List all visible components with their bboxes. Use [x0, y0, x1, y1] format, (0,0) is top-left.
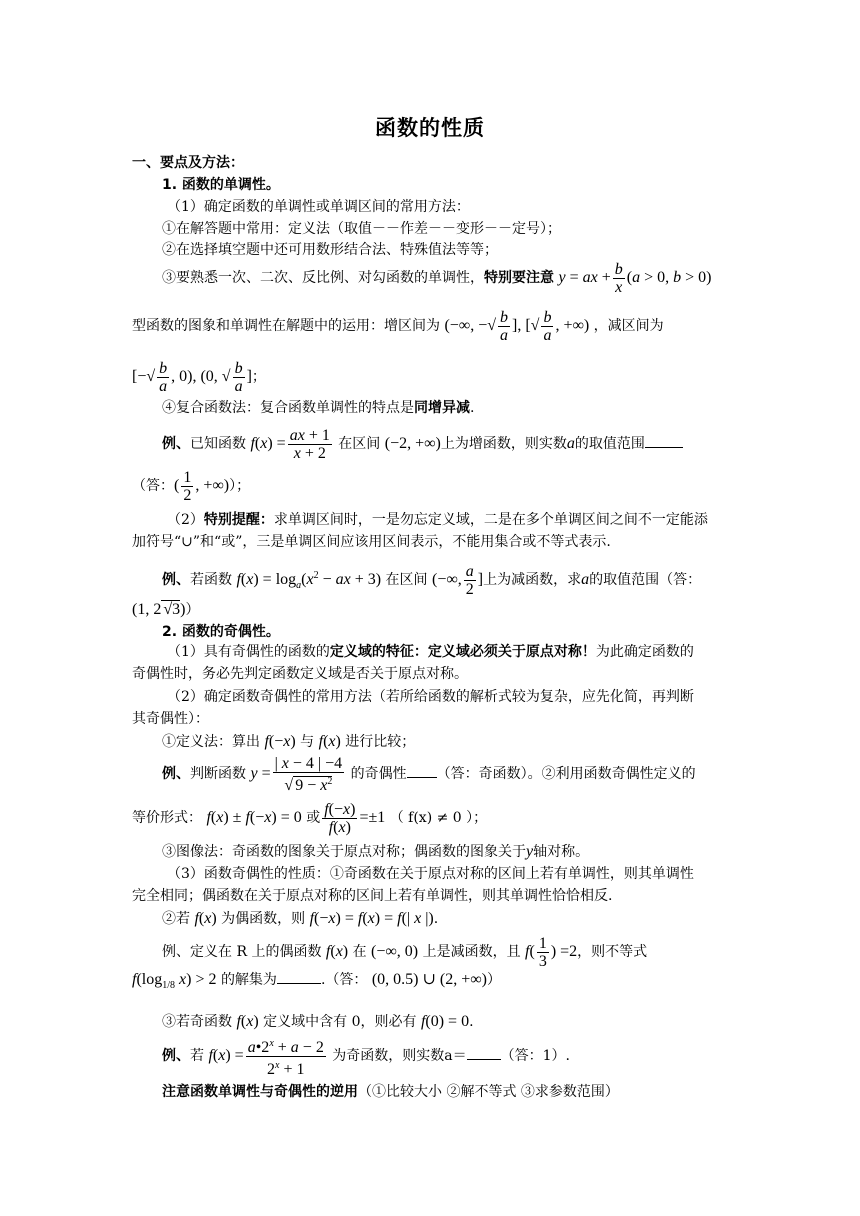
example	[162, 752, 696, 796]
formula: f(−x) = f(x) = f(| x |)	[309, 910, 434, 927]
paragraph: （1）确定函数的单调性或单调区间的常用方法：	[167, 199, 470, 215]
text: 上为增函数，则实数	[440, 436, 567, 452]
answer-blank	[467, 1059, 501, 1060]
text: ③要熟悉一次、二次、反比例、对勾函数的单调性，	[162, 270, 484, 286]
paragraph	[167, 864, 694, 884]
paragraph	[132, 357, 266, 397]
text: 在区间	[338, 436, 381, 452]
example-label: 例、	[162, 436, 190, 452]
text: a＝	[444, 1048, 467, 1064]
formula: (−2, +∞)	[384, 435, 441, 452]
paragraph	[162, 842, 589, 862]
text: （答：1）.	[500, 1048, 570, 1064]
formula: f(x)	[236, 1013, 259, 1030]
text: 若	[190, 1048, 204, 1064]
text: ③图像法：奇函数的图象关于原点对称；偶函数的图象关于	[162, 844, 526, 860]
emphasis-text: 特别要注意	[484, 270, 554, 286]
example	[162, 424, 683, 464]
paragraph: ①在解答题中常用：定义法（取值－－作差－－变形－－定号）；	[162, 221, 561, 237]
paragraph	[132, 970, 501, 996]
example: 例、若函数 $f(x) = \log_a(x^2$ − ax + 3) 在区间 (−∞, $\frac{a}{2}$ ]上为减函数，求a的取值范围（答：	[162, 562, 702, 598]
emphasis-text: 同增异减	[414, 400, 470, 416]
formula: (−∞, 0)	[371, 943, 419, 960]
formula: f( $\frac{1}{3}$ ) =2	[525, 934, 578, 970]
answer-blank	[407, 777, 437, 778]
text: 定义域中含有 0，则必有	[263, 1014, 417, 1030]
formula: (−∞, $\frac{a}{2}$ ]	[431, 562, 484, 598]
text: （答：	[132, 478, 174, 494]
paragraph: 奇偶性时，务必先判定函数定义域是否关于原点对称。	[132, 666, 468, 682]
formula: f(x) = $\frac{ax + 1}{x + 2}$	[250, 426, 330, 462]
example-label: 例、	[162, 572, 190, 588]
paragraph	[132, 600, 199, 620]
text: 进行比较；	[345, 734, 416, 750]
text: ①定义法：算出	[162, 734, 260, 750]
paragraph	[162, 732, 415, 752]
text: ①奇函数在关于原点对称的区间上若有单调性，则其单调性	[329, 866, 694, 882]
text: 的取值范围	[574, 436, 645, 452]
text: 型函数的图象和单调性在解题中的运用：增区间为	[132, 318, 440, 334]
text: ；	[251, 369, 266, 385]
paragraph	[167, 642, 694, 662]
text: 或	[306, 810, 321, 826]
formula: y = ax + $\frac{b}{x}$ (a > 0, b > 0)	[558, 260, 712, 296]
text: .（答：	[320, 972, 368, 988]
text: .	[469, 1014, 474, 1030]
example-label: 例、	[162, 766, 190, 782]
text: （3）函数奇偶性的性质：	[167, 866, 330, 882]
text: 与	[300, 734, 315, 750]
paragraph	[132, 306, 664, 346]
text: ③若奇函数	[162, 1014, 232, 1030]
emphasis-text: 特别提醒：	[203, 512, 274, 528]
formula: f(x)	[325, 943, 349, 960]
text: （答：奇函数）。	[436, 766, 542, 782]
example-label: 例、	[162, 1048, 190, 1064]
formula-decreasing-interval: [−√ $\frac{b}{a}$ , 0), (0, √ $\frac{b}{a}$ ]	[132, 359, 252, 395]
formula-increasing-interval: (−∞, −√ $\frac{b}{a}$ ], [√ $\frac{b}{a}$ , +∞)	[444, 308, 590, 344]
formula: f(−x)	[264, 733, 296, 750]
text: 若函数	[190, 572, 232, 588]
variable: y	[526, 843, 534, 860]
paragraph: ②在选择填空题中还可用数形结合法、特殊值法等等；	[162, 242, 498, 258]
text: ，则不等式	[577, 944, 648, 960]
formula: f(x) ± f(−x) = 0	[206, 809, 302, 826]
text: ②利用函数奇偶性定义的	[541, 766, 696, 782]
paragraph	[162, 398, 474, 418]
paragraph	[162, 1082, 619, 1102]
answer-blank	[645, 447, 683, 448]
paragraph: 加符号“∪”和“或”，三是单调区间应该用区间表示，不能用集合或不等式表示.	[132, 534, 611, 550]
text: 的解集为	[220, 972, 277, 988]
heading-parity: 2. 函数的奇偶性。	[162, 624, 280, 640]
section-heading: 一、要点及方法：	[132, 155, 244, 171]
text: （2）	[167, 512, 204, 528]
formula: $f(\log_{1/8}$ x) > 2	[132, 971, 217, 991]
formula: $\frac{f(-x)}{f(x)}$ =±1	[324, 800, 386, 836]
text: ）	[185, 602, 200, 618]
answer-blank	[277, 983, 321, 984]
text: 求单调区间时，一是勿忘定义域，二是在多个单调区间之间不一定能添	[273, 512, 708, 528]
text: 的取值范围（答：	[589, 572, 702, 588]
text: ②若	[162, 911, 190, 927]
paragraph	[162, 1012, 474, 1032]
text: 在区间	[385, 572, 428, 588]
text: （①比较大小 ②解不等式 ③求参数范围）	[358, 1084, 619, 1100]
paragraph	[167, 510, 708, 530]
text: ，减区间为	[593, 318, 664, 334]
text: 判断函数	[190, 766, 246, 782]
paragraph	[132, 466, 250, 506]
text: 轴对称。	[533, 844, 590, 860]
text: 上是减函数，且	[422, 944, 521, 960]
text: 为此确定函数的	[595, 644, 694, 660]
paragraph: 其奇偶性）：	[132, 711, 209, 727]
heading-monotonicity: 1. 函数的单调性。	[162, 177, 280, 193]
variable: a	[566, 435, 575, 452]
paragraph	[132, 798, 487, 838]
formula: (0, 0.5) ∪ (2, +∞)	[371, 971, 487, 988]
text: 在	[352, 944, 367, 960]
example	[162, 932, 647, 972]
text: .	[433, 911, 439, 927]
text: 的奇偶性	[350, 766, 407, 782]
text: .	[470, 400, 475, 416]
formula: (1, 2 √3)	[132, 601, 186, 618]
paragraph: 完全相同；偶函数在关于原点对称的区间上若有单调性，则其单调性恰恰相反.	[132, 888, 613, 904]
text: ）；	[229, 478, 251, 494]
text: 等价形式：	[132, 810, 202, 826]
formula: $f(x) = \log_a(x^2$ − ax + 3)	[236, 570, 382, 591]
paragraph	[162, 909, 438, 929]
example	[162, 1034, 570, 1078]
text: 为偶函数，则	[221, 911, 306, 927]
formula: f(x) = $\frac{a•2^x + a - 2}{2^x + 1}$	[208, 1047, 327, 1064]
text: （ f(x) ≠ 0 ）；	[389, 810, 488, 826]
text: （1）具有奇偶性的函数的	[167, 644, 330, 660]
emphasis-text: 定义域的特征：定义域必须关于原点对称！	[329, 644, 596, 660]
text: 为奇函数，则实数	[332, 1048, 445, 1064]
paragraph	[162, 260, 711, 296]
formula: f(x)	[318, 733, 341, 750]
formula: f(x)	[194, 910, 217, 927]
page-title: 函数的性质	[375, 116, 485, 140]
text: 已知函数	[190, 436, 246, 452]
formula: ( $\frac{1}{2}$ , +∞)	[174, 468, 230, 504]
text: 上为减函数，求	[483, 572, 582, 588]
text: ）	[487, 972, 501, 988]
text: 例、定义在 R 上的偶函数	[162, 944, 322, 960]
emphasis-text: 注意函数单调性与奇偶性的逆用	[162, 1084, 358, 1100]
formula: y = $\frac{| x - 4 | -4}{√ 9 - x^2}$	[250, 754, 343, 794]
paragraph: （2）确定函数奇偶性的常用方法（若所给函数的解析式较为复杂，应先化简，再判断	[167, 689, 694, 705]
text: ④复合函数法：复合函数单调性的特点是	[162, 400, 414, 416]
formula: f(0) = 0	[420, 1013, 470, 1030]
